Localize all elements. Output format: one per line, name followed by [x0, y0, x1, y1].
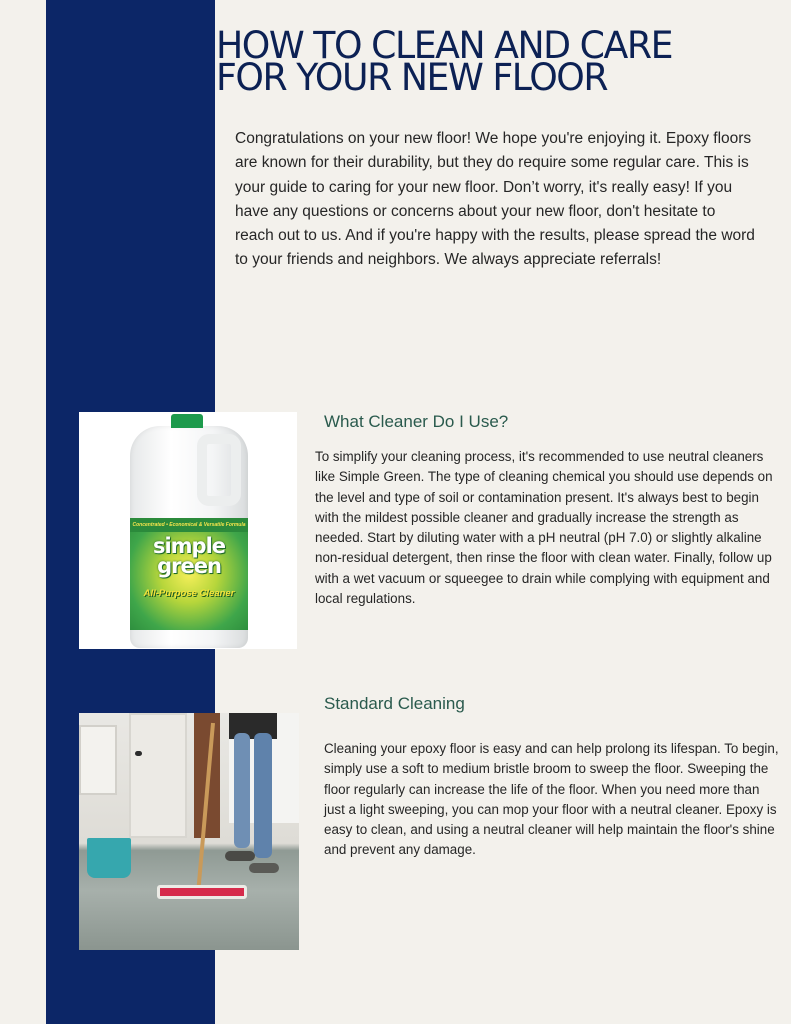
mopping-floor-photo — [79, 713, 299, 950]
person-leg-right — [254, 733, 272, 858]
page-title-line-2: FOR YOUR NEW FLOOR — [216, 56, 608, 99]
person-leg-left — [234, 733, 250, 848]
bottle-handle — [197, 434, 241, 506]
page-title-line-1: HOW TO CLEAN AND CARE — [216, 24, 673, 67]
label-tagline: All-Purpose Cleaner — [143, 588, 235, 599]
door-knob — [135, 751, 142, 756]
bucket — [87, 838, 131, 878]
window — [79, 725, 117, 795]
door — [129, 713, 187, 838]
section-heading-standard-cleaning: Standard Cleaning — [324, 694, 465, 713]
section-heading-cleaner: What Cleaner Do I Use? — [324, 412, 509, 431]
bottle-label — [130, 518, 248, 630]
section-body-cleaner: To simplify your cleaning process, it's recommended to use neutral cleaners like Simple Green. The type of cleaning chemical you should use depends on the level and type of soil or contamination present. It's always best to begin with the mildest possible cleaner and gradually increase the strength as needed. Start by diluting water with a pH neutral (pH 7.0) or slightly alkaline non-residual detergent, then rinse the floor with clean water. Finally, follow up with a wet vacuum or squeegee to drain while complying with equipment and local regulations. — [315, 449, 773, 607]
label-brand-logo: simple green — [152, 534, 226, 578]
bottle-cap — [171, 414, 203, 428]
intro-paragraph: Congratulations on your new floor! We hope you're enjoying it. Epoxy floors are known for their durability, but they do require some regular care. This is your guide to caring for your new floor. Don’t worry, it's really easy! If you have any questions or concerns about your new floor, don't hesitate to reach out to us. And if you're happy with the results, please spread the word to your friends and neighbors. We always appreciate referrals! — [235, 130, 755, 269]
shoe-left — [225, 851, 255, 861]
shoe-right — [249, 863, 279, 873]
section-body-standard-cleaning: Cleaning your epoxy floor is easy and can help prolong its lifespan. To begin, simply use a soft to medium bristle broom to sweep the floor. Sweeping the floor regularly can increase the life of the floor. When you need more than just a light sweeping, you can mop your floor with a neutral cleaner. Epoxy is easy to clean, and using a neutral cleaner will help maintain the floor's shine and prevent any damage. — [324, 741, 779, 858]
simple-green-product-image — [79, 412, 297, 649]
label-strip-text: Concentrated • Economical & Versatile Formula — [130, 518, 248, 532]
mop-head — [157, 885, 247, 899]
page-title — [216, 24, 765, 99]
